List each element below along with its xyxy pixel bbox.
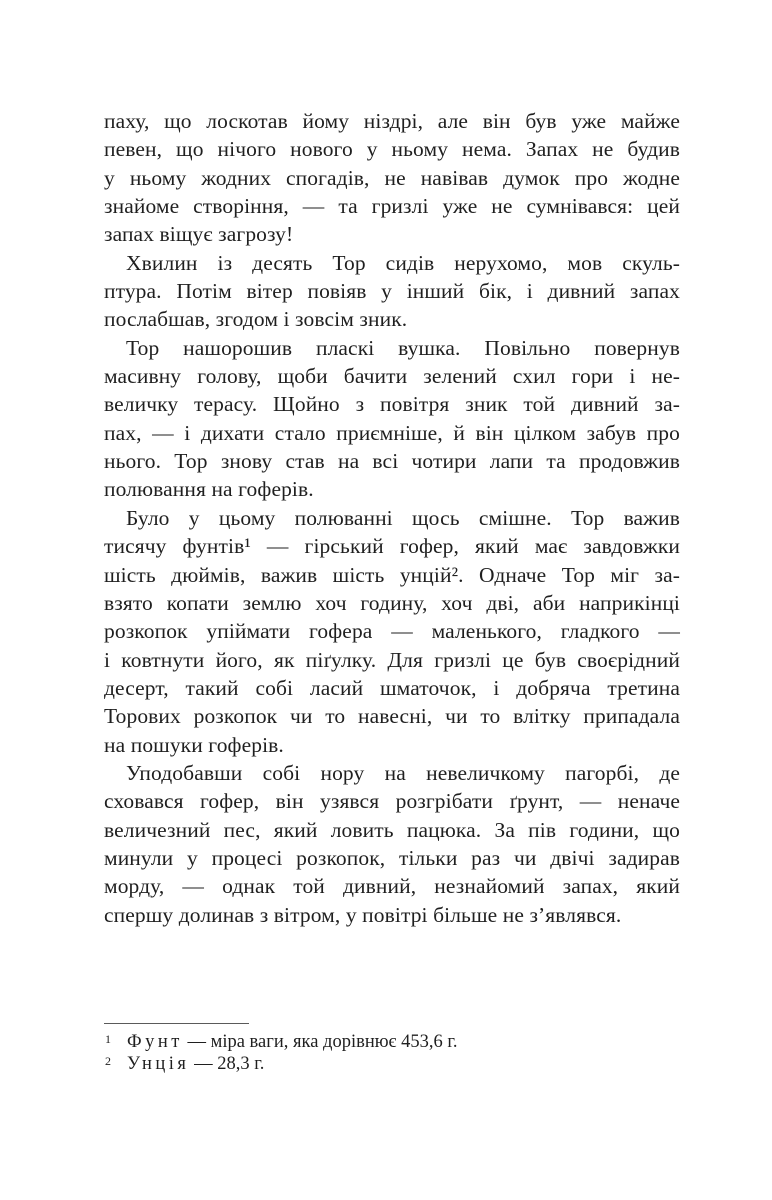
text-line: спершу долинав з вітром, у повітрі більше не з’являвся. xyxy=(104,902,622,927)
footnote-text: — міра ваги, яка дорівнює 453,6 г. xyxy=(182,1032,458,1052)
text-line: Було у цьому полюванні щось смішне. Тор важив xyxy=(126,505,680,530)
footnotes-list xyxy=(104,1032,680,1075)
text-line: взято копати землю хоч годину, хоч дві, аби наприкінці xyxy=(104,590,680,615)
text-line: десерт, такий собі ласий шматочок, і добряча третина xyxy=(104,675,680,700)
text-line: знайоме створіння, — та гризлі уже не сумнівався: цей xyxy=(104,194,680,219)
text-line: нього. Тор знову став на всі чотири лапи та продовжив xyxy=(104,449,680,474)
text-line: Уподобавши собі нору на невеличкому пагорбі, де xyxy=(126,760,680,785)
text-line: минули у процесі розкопок, тільки раз чи двічі задирав xyxy=(104,845,680,870)
footnote-term: Унція xyxy=(127,1053,190,1074)
footnotes-block xyxy=(104,1023,680,1075)
footnote-marker: 1 xyxy=(105,1032,111,1046)
footnote-separator xyxy=(104,1023,249,1024)
text-line: сховався гофер, він узявся розгрібати ґрунт, — неначе xyxy=(104,789,680,814)
text-line: і ковтнути його, як піґулку. Для гризлі це був своєрідний xyxy=(104,647,680,672)
text-line: морду, — однак той дивний, незнайомий запах, який xyxy=(104,874,680,899)
text-line: масивну голову, щоби бачити зелений схил гори і не- xyxy=(104,364,680,389)
text-line: Тор нашорошив пласкі вушка. Повільно повернув xyxy=(126,335,680,360)
text-line: послабшав, згодом і зовсім зник. xyxy=(104,307,408,332)
text-line: певен, що нічого нового у ньому нема. Запах не будив xyxy=(104,137,680,162)
text-line: величку терасу. Щойно з повітря зник той дивний за- xyxy=(104,392,680,417)
footnote-marker: 2 xyxy=(105,1053,111,1068)
text-line: пах, — і дихати стало приємніше, й він цілком забув про xyxy=(104,420,680,445)
text-line: тисячу фунтів¹ — гірський гофер, який має завдовжки xyxy=(104,534,680,559)
text-line: паху, що лоскотав йому ніздрі, але він був уже майже xyxy=(104,109,680,133)
text-line: полювання на гоферів. xyxy=(104,477,314,502)
text-line: у ньому жодних спогадів, не навівав думок про жодне xyxy=(104,165,680,190)
text-line: на пошуки гоферів. xyxy=(104,732,284,757)
text-line: величезний пес, який ловить пацюка. За пів години, що xyxy=(104,817,680,842)
footnote-term: Фунт xyxy=(127,1032,183,1052)
text-line: розкопок упіймати гофера — маленького, гладкого — xyxy=(104,619,680,644)
footnote xyxy=(104,1032,680,1054)
text-line: Хвилин із десять Тор сидів нерухомо, мов скуль- xyxy=(126,250,680,275)
text-line: птура. Потім вітер повіяв у інший бік, і дивний запах xyxy=(104,279,680,304)
text-line: Торових розкопок чи то навесні, чи то влітку припадала xyxy=(104,704,680,729)
text-line: запах віщує загрозу! xyxy=(104,222,294,247)
footnote xyxy=(104,1054,680,1076)
text-block xyxy=(104,107,680,929)
footnote-text: — 28,3 г. xyxy=(189,1053,265,1074)
text-line: шість дюймів, важив шість унцій². Одначе Тор міг за- xyxy=(104,562,680,587)
